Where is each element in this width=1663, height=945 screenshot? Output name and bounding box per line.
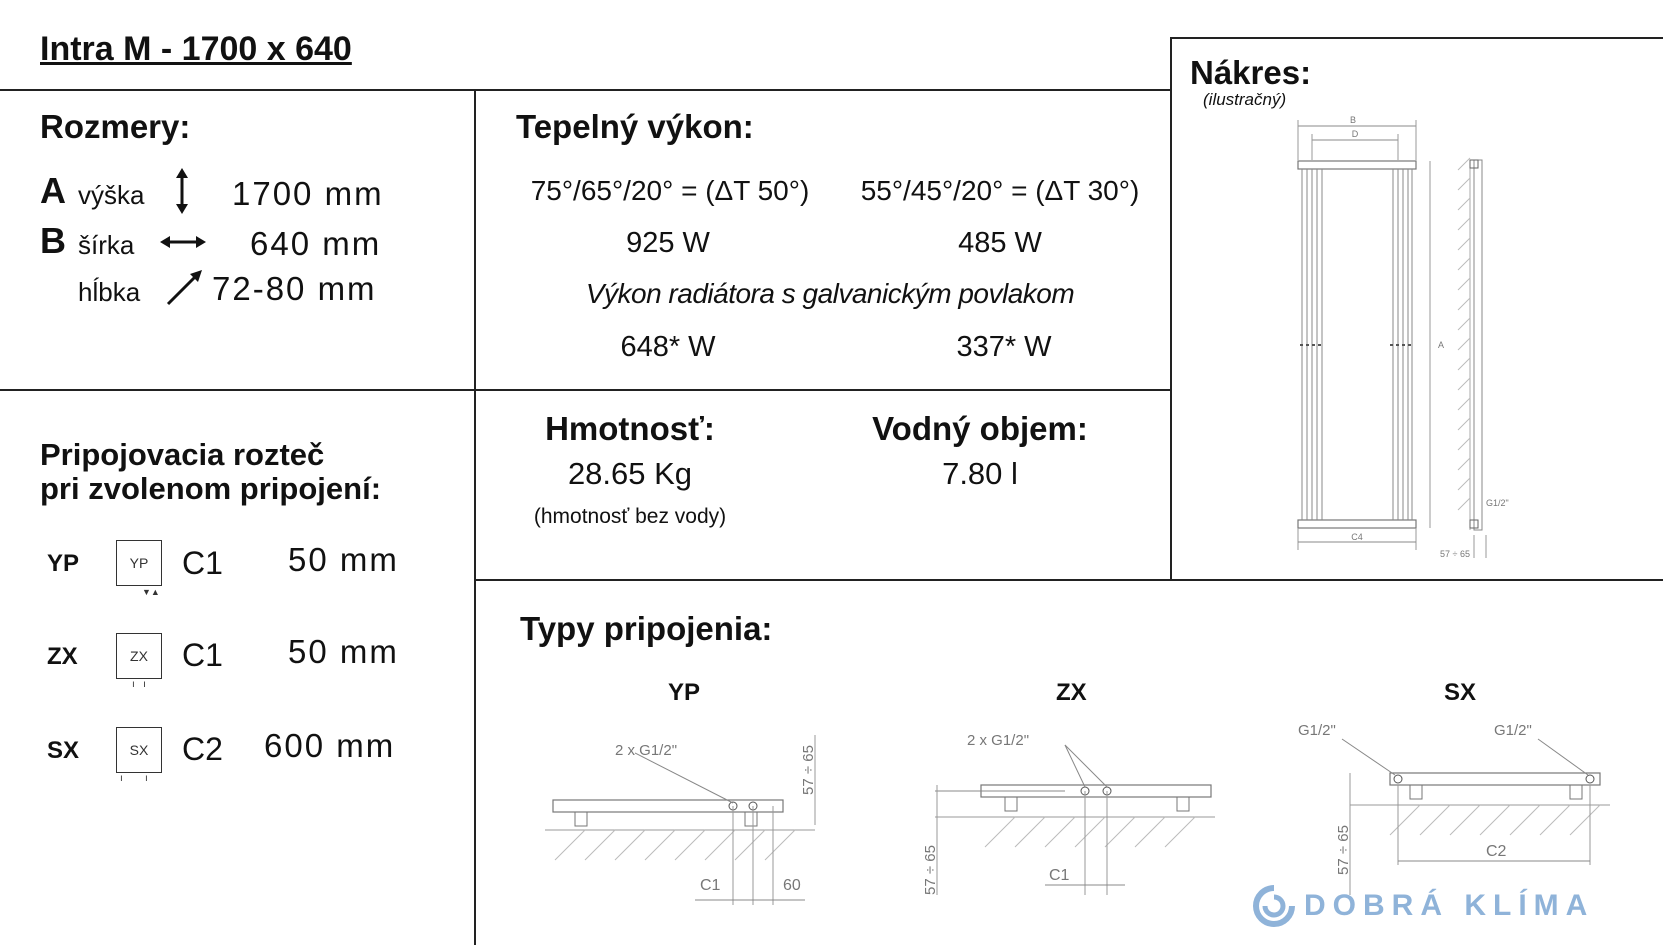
type-yp-label: YP (668, 679, 701, 706)
galvanic-value-2: 337* W (956, 331, 1052, 363)
zx-connection-diagram (915, 725, 1225, 915)
horizontal-arrow-icon (160, 232, 206, 252)
dimension-value: 640 mm (250, 225, 382, 262)
connection-yp-arrows-icon: ▼▲ (142, 587, 160, 597)
dimension-label: šírka (78, 230, 135, 260)
drawing-label-d: D (1351, 129, 1359, 139)
connection-spacing-heading (40, 438, 381, 506)
drawing-label-c4: C4 (1351, 532, 1363, 542)
weight-value: 28.65 Kg (567, 456, 693, 491)
dimension-letter: A (40, 170, 66, 211)
yp-gap-label: 57 ÷ 65 (800, 745, 817, 795)
connection-value: 50 mm (288, 633, 399, 670)
connection-zx-icon: ZX (116, 633, 162, 679)
dimension-value: 1700 mm (232, 175, 384, 212)
zx-c-label: C1 (1049, 867, 1070, 884)
connection-code: SX (47, 737, 80, 764)
yp-connection-diagram (545, 725, 830, 915)
drawing-heading: Nákres: (1190, 54, 1312, 91)
dimensions-heading: Rozmery: (40, 108, 191, 145)
diagonal-arrow-icon (164, 268, 204, 308)
type-sx-label: SX (1444, 679, 1477, 706)
drawing-label-b: B (1349, 115, 1357, 125)
brand-swirl-icon (1252, 884, 1296, 928)
thermal-condition-2: 55°/45°/20° = (ΔT 30°) (860, 175, 1140, 206)
thermal-heading: Tepelný výkon: (516, 108, 754, 145)
connection-yp-icon: YP (116, 540, 162, 586)
dimension-letter: B (40, 220, 66, 261)
thermal-condition-1: 75°/65°/20° = (ΔT 50°) (530, 175, 810, 206)
yp-pipe-label: 2 x G1/2" (615, 742, 678, 759)
sx-pipe-right: G1/2" (1494, 722, 1532, 739)
sx-pipe-left: G1/2" (1298, 722, 1336, 739)
weight-note: (hmotnosť bez vody) (533, 505, 727, 528)
yp-c-label: C1 (700, 877, 721, 894)
dimension-label: hĺbka (78, 277, 141, 307)
weight-heading: Hmotnosť: (545, 410, 715, 447)
sx-c-label: C2 (1486, 843, 1507, 860)
galvanic-note: Výkon radiátora s galvanickým povlakom (585, 278, 1075, 309)
connection-code: YP (47, 550, 80, 577)
sx-gap-label: 57 ÷ 65 (1335, 825, 1352, 875)
zx-pipe-label: 2 x G1/2" (967, 732, 1030, 749)
divider-lower (474, 579, 1663, 581)
connection-c-label: C1 (182, 637, 223, 673)
divider-middle (0, 389, 1170, 391)
connection-types-heading: Typy pripojenia: (520, 610, 773, 647)
drawing-label-a: A (1438, 340, 1445, 350)
dimension-value: 72-80 mm (212, 270, 377, 307)
connection-c-label: C2 (182, 731, 223, 767)
sx-connection-diagram (1290, 715, 1620, 905)
zx-gap-label: 57 ÷ 65 (922, 845, 939, 895)
connection-sx-icon: SX (116, 727, 162, 773)
type-zx-label: ZX (1056, 679, 1087, 706)
connection-value: 50 mm (288, 541, 399, 578)
connection-spacing-heading-line1: Pripojovacia rozteč (40, 437, 325, 472)
drawing-label-g: G1/2" (1486, 498, 1509, 508)
brand-logo (1252, 884, 1594, 928)
connection-code: ZX (47, 643, 78, 670)
water-value: 7.80 l (942, 456, 1018, 491)
yp-offset-label: 60 (783, 877, 801, 894)
dimension-label: výška (78, 180, 145, 210)
divider-vertical-drawing (1170, 37, 1172, 579)
page-title: Intra M - 1700 x 640 (40, 30, 352, 68)
thermal-value-2: 485 W (958, 227, 1042, 259)
galvanic-value-1: 648* W (620, 331, 716, 363)
brand-name: DOBRÁ KLÍMA (1304, 889, 1595, 922)
connection-sx-ticks-icon: ı ı (120, 773, 148, 784)
divider-top (0, 89, 1170, 91)
divider-vertical-main (474, 89, 476, 945)
connection-zx-ticks-icon: ı ı (132, 679, 146, 690)
water-heading: Vodný objem: (872, 410, 1088, 447)
thermal-value-1: 925 W (626, 227, 710, 259)
radiator-drawing (1290, 110, 1510, 570)
drawing-label-gap: 57 ÷ 65 (1440, 549, 1470, 559)
connection-spacing-heading-line2: pri zvolenom pripojení: (40, 471, 382, 506)
drawing-subheading: (ilustračný) (1203, 90, 1287, 109)
connection-c-label: C1 (182, 545, 223, 581)
vertical-arrow-icon (172, 168, 192, 214)
divider-top-right (1170, 37, 1663, 39)
connection-value: 600 mm (264, 727, 396, 764)
